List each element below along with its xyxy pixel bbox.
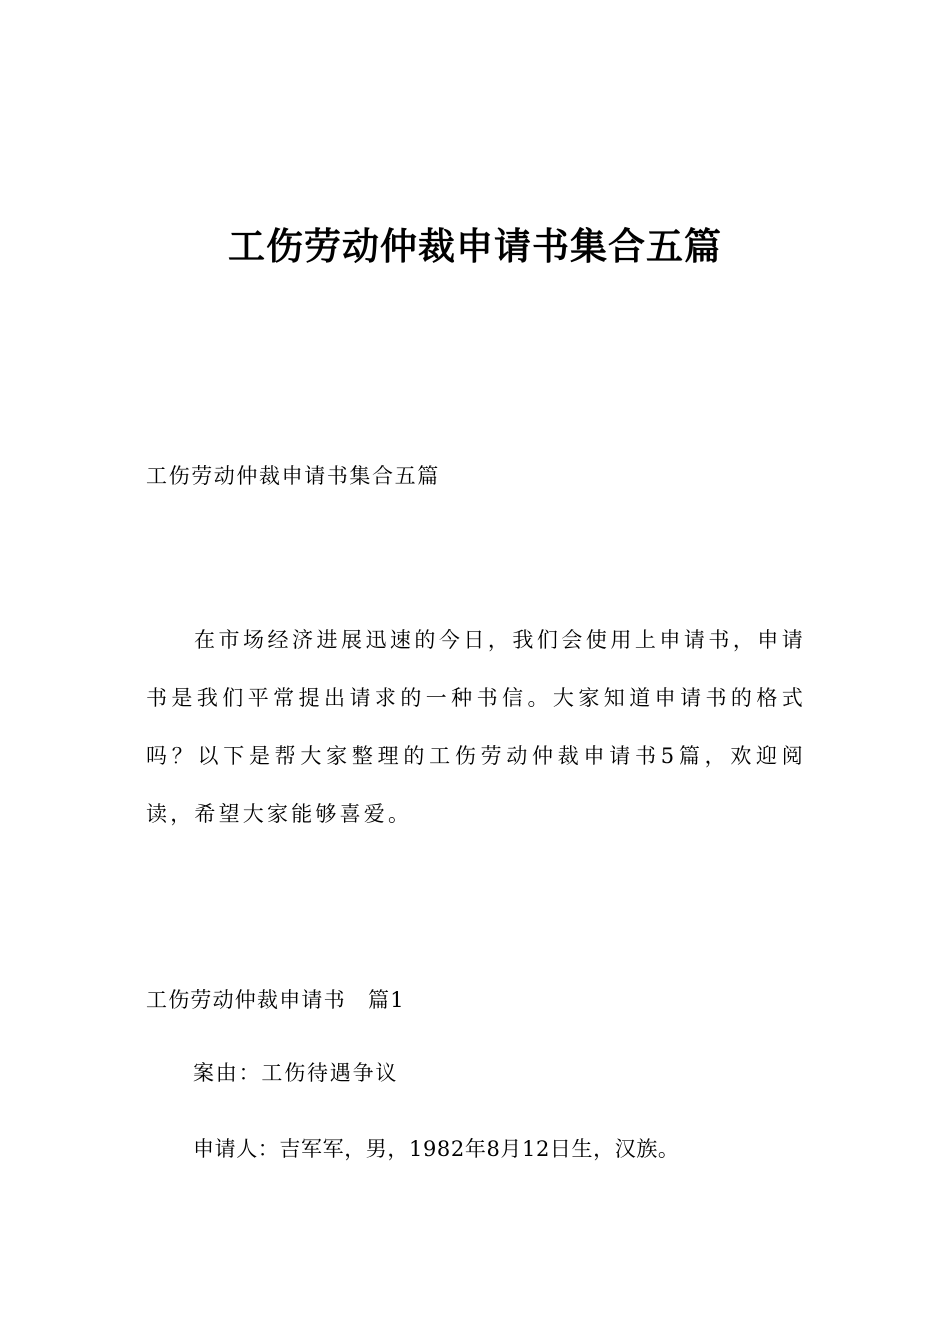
- document-title: 工伤劳动仲裁申请书集合五篇: [228, 225, 722, 268]
- case-cause: 案由：工伤待遇争议: [193, 1061, 399, 1085]
- applicant-info: 申请人：吉军军，男，1982年8月12日生，汉族。: [193, 1137, 680, 1161]
- intro-paragraph: 在市场经济进展迅速的今日，我们会使用上申请书，申请书是我们平常提出请求的一种书信。大家知道申请书的格式吗？以下是帮大家整理的工伤劳动仲裁申请书5篇，欢迎阅读，希望大家能够喜爱。: [146, 628, 806, 826]
- document-subtitle: 工伤劳动仲裁申请书集合五篇: [146, 464, 440, 488]
- section-heading: 工伤劳动仲裁申请书 篇1: [146, 988, 405, 1012]
